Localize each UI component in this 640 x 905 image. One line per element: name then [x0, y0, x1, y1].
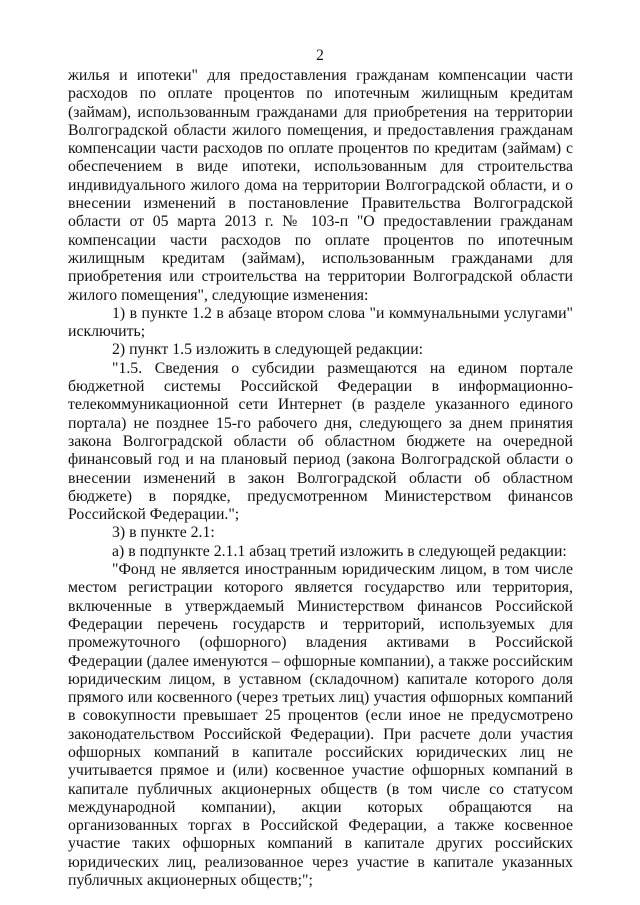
paragraph-quote-1-5: "1.5. Сведения о субсидии размещаются на едином портале бюджетной системы Российской Федерации в информационно-телекоммуникационной сети Интернет (в разделе указанного единого портала) не позднее 15-го рабочего дня, следующего за днем принятия закона Волгоградской области об областном бюджете на очередной финансовый год и на плановый период (закона Волгоградской области о внесении изменений в закон Волгоградской области об областном бюджете) в порядке, предусмотренном Министерством финансов Российской Федерации."; — [68, 359, 573, 524]
paragraph-subitem-a: а) в подпункте 2.1.1 абзац третий изложить в следующей редакции: — [112, 542, 567, 560]
paragraph-item-2: 2) пункт 1.5 изложить в следующей редакции: — [112, 341, 424, 359]
paragraph-continuation: жилья и ипотеки" для предоставления гражданам компенсации части расходов по оплате процентов по ипотечным жилищным кредитам (займам), использованным гражданами для приобретения на территории Волгоградской области жилого помещения, и предоставления гражданам компенсации части расходов по оплате процентов по кредитам (займам) с обеспечением в виде ипотеки, использованным для строительства индивидуального жилого дома на территории Волгоградской области, и о внесении изменений в постановление Правительства Волгоградской области от 05 марта 2013 г. № 103-п "О предоставлении гражданам компенсации части расходов по оплате процентов по ипотечным жилищным кредитам (займам), использованным гражданами для приобретения или строительства на территории Волгоградской области жилого помещения", следующие изменения: — [68, 67, 573, 304]
paragraph-item-3: 3) в пункте 2.1: — [112, 524, 215, 542]
paragraph-quote-fund: "Фонд не является иностранным юридическим лицом, в том числе местом регистрации которого является государство или территория, включенные в утверждаемый Министерством финансов Российской Федерации перечень государств и территорий, используемых для промежуточного (офшорного) владения активами в Российской Федерации (далее именуются – офшорные компании), а также российским юридическим лицом, в уставном (складочном) капитале которого доля прямого или косвенного (через третьих лиц) участия офшорных компаний в совокупности превышает 25 процентов (если иное не предусмотрено законодательством Российской Федерации). При расчете доли участия офшорных компаний в капитале российских юридических лиц не учитывается прямое и (или) косвенное участие офшорных компаний в капитале публичных акционерных обществ (в том числе со статусом международной компании), акции которых обращаются на организованных торгах в Российской Федерации, а также косвенное участие таких офшорных компаний в капитале других российских юридических лиц, реализованное через участие в капитале указанных публичных акционерных обществ;"; — [68, 561, 573, 890]
document-body — [68, 67, 573, 890]
page-number: 2 — [316, 47, 324, 64]
paragraph-item-1: 1) в пункте 1.2 в абзаце втором слова "и коммунальными услугами" исключить; — [68, 304, 573, 341]
